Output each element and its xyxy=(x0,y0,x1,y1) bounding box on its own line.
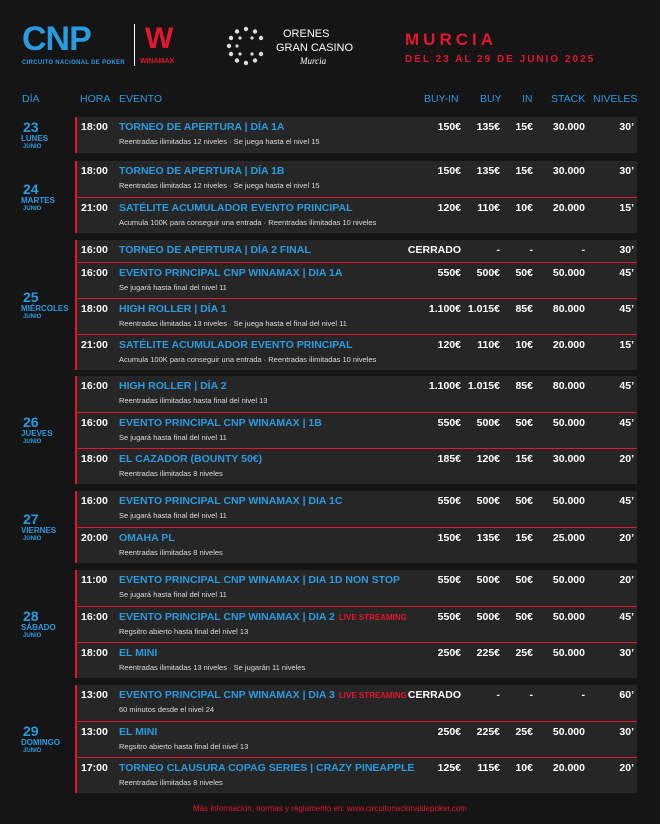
event-title-text: EVENTO PRINCIPAL CNP WINAMAX | DIA 1C xyxy=(119,495,343,507)
day-number: 28 xyxy=(23,608,39,624)
event-time: 11:00 xyxy=(81,574,108,586)
event-time: 18:00 xyxy=(81,165,108,177)
event-title xyxy=(119,532,175,544)
day-events-block xyxy=(75,491,637,563)
event-note: Reentradas ilimitadas 12 niveles · Se juega hasta el nivel 15 xyxy=(119,137,320,146)
event-buyin: 550€ xyxy=(437,611,461,623)
event-time: 16:00 xyxy=(81,244,108,256)
event-row[interactable] xyxy=(75,642,637,678)
event-buyin: 250€ xyxy=(437,726,461,738)
day-name: SÁBADO xyxy=(21,623,56,632)
event-title-text: EL MINI xyxy=(119,647,158,659)
day-name: VIERNES xyxy=(21,526,57,535)
event-buyin: 1.100€ xyxy=(428,380,461,392)
event-in: 10€ xyxy=(515,202,533,214)
day-label xyxy=(0,289,70,323)
event-row[interactable] xyxy=(75,262,637,298)
event-time: 20:00 xyxy=(81,532,108,544)
event-niveles: 45’ xyxy=(619,611,634,623)
event-row[interactable] xyxy=(75,197,637,233)
event-time: 18:00 xyxy=(81,121,108,133)
event-buy: 500€ xyxy=(476,574,500,586)
event-row[interactable] xyxy=(75,606,637,642)
event-row[interactable] xyxy=(75,161,637,197)
event-time: 13:00 xyxy=(81,726,108,738)
event-title-text: TORNEO DE APERTURA | DÍA 1A xyxy=(119,121,285,133)
day-label xyxy=(0,119,70,153)
event-note: Reentradas ilimitadas 8 niveles xyxy=(119,778,223,787)
event-niveles: 45’ xyxy=(619,495,634,507)
day-label xyxy=(0,181,70,215)
cnp-logo[interactable] xyxy=(22,22,130,70)
day-number: 23 xyxy=(23,119,39,135)
event-buy: 500€ xyxy=(476,417,500,429)
event-title-text: HIGH ROLLER | DÍA 1 xyxy=(119,303,227,315)
event-row[interactable] xyxy=(75,721,637,757)
event-row[interactable] xyxy=(75,757,637,793)
event-row[interactable] xyxy=(75,570,637,606)
event-note: Reentradas ilimitadas 8 niveles xyxy=(119,548,223,557)
day-events-block xyxy=(75,570,637,678)
event-buy: 135€ xyxy=(476,165,500,177)
day-number: 24 xyxy=(23,181,39,197)
event-buy: 500€ xyxy=(476,495,500,507)
event-note: Reentradas ilimitadas hasta final del nivel 13 xyxy=(119,396,268,405)
event-title-text: EL MINI xyxy=(119,726,158,738)
event-buy: 225€ xyxy=(476,726,500,738)
orenes-line3: Murcia xyxy=(300,56,327,66)
event-title xyxy=(119,267,342,279)
event-note: Reentradas ilimitadas 13 niveles · Se juega hasta el final del nivel 11 xyxy=(119,319,347,328)
event-niveles: 45’ xyxy=(619,267,634,279)
event-time: 17:00 xyxy=(81,762,108,774)
event-niveles: 30’ xyxy=(619,726,634,738)
event-buyin: CERRADO xyxy=(407,244,461,256)
event-title xyxy=(119,339,353,351)
event-stack: 50.000 xyxy=(552,417,585,429)
event-stack: 50.000 xyxy=(552,495,585,507)
day-label xyxy=(0,723,70,757)
day-events-block xyxy=(75,240,637,370)
event-title xyxy=(119,762,414,774)
event-stack: 25.000 xyxy=(552,532,585,544)
day-month: JUNIO xyxy=(23,439,42,445)
event-note: Regsitro abierto hasta final del nivel 13 xyxy=(119,742,249,751)
event-note: Acumula 100K para conseguir una entrada · Reentradas ilimitadas 10 niveles xyxy=(119,218,377,227)
event-niveles: 30’ xyxy=(619,647,634,659)
event-buyin: 550€ xyxy=(437,267,461,279)
event-time: 21:00 xyxy=(81,339,108,351)
event-row[interactable] xyxy=(75,117,637,153)
col-dia: DÍA xyxy=(22,93,40,105)
event-buy: 135€ xyxy=(476,121,500,133)
day-month: JUNIO xyxy=(23,633,42,639)
event-in: 50€ xyxy=(515,417,533,429)
event-in: 25€ xyxy=(515,726,533,738)
event-title xyxy=(119,121,285,133)
event-stack: 30.000 xyxy=(552,121,585,133)
event-in: 15€ xyxy=(515,453,533,465)
day-name: DOMINGO xyxy=(21,738,61,747)
event-niveles: 60’ xyxy=(619,689,634,701)
event-in: 50€ xyxy=(515,495,533,507)
event-note: Reentradas ilimitadas 13 niveles · Se jugarán 11 niveles xyxy=(119,663,306,672)
event-title-text: EVENTO PRINCIPAL CNP WINAMAX | DIA 3 xyxy=(119,689,335,701)
event-title xyxy=(119,574,400,586)
footer-info[interactable]: Más información, normas y reglamento en: www.circuitonacionaldepoker.com xyxy=(193,804,467,813)
event-stack: 20.000 xyxy=(552,202,585,214)
event-stack: 80.000 xyxy=(552,303,585,315)
event-stack: 30.000 xyxy=(552,165,585,177)
event-buy: 135€ xyxy=(476,532,500,544)
event-title xyxy=(119,611,407,623)
event-time: 16:00 xyxy=(81,267,108,279)
day-events-block xyxy=(75,376,637,484)
event-buy: 1.015€ xyxy=(467,380,500,392)
event-buyin: 125€ xyxy=(437,762,461,774)
event-niveles: 45’ xyxy=(619,303,634,315)
day-month: JUNIO xyxy=(23,536,42,542)
event-title xyxy=(119,380,227,392)
event-note: Se jugará hasta final del nivel 11 xyxy=(119,511,227,520)
event-in: 10€ xyxy=(515,762,533,774)
event-buy: 115€ xyxy=(477,762,500,774)
event-niveles: 20’ xyxy=(619,532,634,544)
event-niveles: 30’ xyxy=(619,244,634,256)
event-stack: 50.000 xyxy=(552,574,585,586)
event-time: 13:00 xyxy=(81,689,108,701)
event-title xyxy=(119,647,157,659)
event-time: 21:00 xyxy=(81,202,108,214)
event-title xyxy=(119,244,311,256)
event-niveles: 45’ xyxy=(619,417,634,429)
day-month: JUNIO xyxy=(23,144,42,150)
event-niveles: 30’ xyxy=(619,121,634,133)
event-title-text: SATÉLITE ACUMULADOR EVENTO PRINCIPAL xyxy=(119,202,353,214)
day-events-block xyxy=(75,161,637,233)
day-name: JUEVES xyxy=(21,429,53,438)
event-title xyxy=(119,202,353,214)
event-niveles: 20’ xyxy=(619,453,634,465)
event-title-text: TORNEO DE APERTURA | DÍA 1B xyxy=(119,165,285,177)
event-row[interactable] xyxy=(75,334,637,370)
day-name: MIÉRCOLES xyxy=(21,304,69,313)
event-title xyxy=(119,726,157,738)
event-note: Reentradas ilimitadas 12 niveles · Se juega hasta el nivel 15 xyxy=(119,181,320,190)
col-buy: BUY xyxy=(480,93,502,105)
event-title-text: EVENTO PRINCIPAL CNP WINAMAX | DIA 1D NON STOP xyxy=(119,574,401,586)
event-row[interactable] xyxy=(75,448,637,484)
event-title xyxy=(119,417,322,429)
cnp-logo-subtitle: CIRCUITO NACIONAL DE POKER xyxy=(22,60,125,66)
event-buyin: 1.100€ xyxy=(428,303,461,315)
event-niveles: 30’ xyxy=(619,165,634,177)
event-note: Acumula 100K para conseguir una entrada · Reentradas ilimitadas 10 niveles xyxy=(119,355,377,364)
orenes-line2: GRAN CASINO xyxy=(276,42,354,54)
event-buy: 110€ xyxy=(477,339,500,351)
event-niveles: 45’ xyxy=(619,380,634,392)
event-in: - xyxy=(529,689,533,701)
event-in: 85€ xyxy=(515,380,533,392)
event-title-text: HIGH ROLLER | DÍA 2 xyxy=(119,380,227,392)
event-buyin: 250€ xyxy=(437,647,461,659)
event-buyin: 120€ xyxy=(437,339,461,351)
event-title-text: EVENTO PRINCIPAL CNP WINAMAX | 1B xyxy=(119,417,322,429)
col-buyin: BUY-IN xyxy=(424,93,459,105)
winamax-text: WINAMAX xyxy=(140,58,175,65)
day-month: JUNIO xyxy=(23,748,42,754)
event-in: 15€ xyxy=(515,165,533,177)
event-note: Se jugará hasta final del nivel 11 xyxy=(119,590,227,599)
day-month: JUNIO xyxy=(23,206,42,212)
event-title-text: SATÉLITE ACUMULADOR EVENTO PRINCIPAL xyxy=(119,339,353,351)
winamax-mark: W xyxy=(145,22,174,55)
event-time: 16:00 xyxy=(81,495,108,507)
event-time: 18:00 xyxy=(81,647,108,659)
col-stack: STACK xyxy=(551,93,586,105)
event-title xyxy=(119,689,407,701)
event-dates: DEL 23 AL 29 DE JUNIO 2025 xyxy=(405,54,596,65)
event-in: 10€ xyxy=(515,339,533,351)
day-number: 27 xyxy=(23,511,39,527)
event-buyin: 185€ xyxy=(437,453,461,465)
live-streaming-badge: LIVE STREAMING xyxy=(338,691,407,700)
event-buyin: 550€ xyxy=(437,495,461,507)
col-niveles: NIVELES xyxy=(593,93,638,105)
event-buyin: 120€ xyxy=(437,202,461,214)
day-events-block xyxy=(75,685,637,793)
event-buyin: 150€ xyxy=(437,121,461,133)
event-note: Regsitro abierto hasta final del nivel 13 xyxy=(119,627,249,636)
event-buy: 225€ xyxy=(476,647,500,659)
event-row[interactable] xyxy=(75,685,637,721)
city-title: MURCIA xyxy=(405,30,497,49)
event-time: 16:00 xyxy=(81,417,108,429)
event-buyin: 150€ xyxy=(437,165,461,177)
event-stack: 80.000 xyxy=(552,380,585,392)
event-note: Se jugará hasta final del nivel 11 xyxy=(119,433,227,442)
day-events-block xyxy=(75,117,637,153)
event-stack: 50.000 xyxy=(552,611,585,623)
orenes-logo[interactable] xyxy=(225,24,385,70)
event-in: 15€ xyxy=(515,121,533,133)
event-row[interactable] xyxy=(75,240,637,262)
event-time: 18:00 xyxy=(81,453,108,465)
day-name: LUNES xyxy=(21,134,49,143)
event-stack: 20.000 xyxy=(552,762,585,774)
event-buyin: 550€ xyxy=(437,417,461,429)
day-number: 25 xyxy=(23,289,39,305)
event-stack: - xyxy=(581,244,585,256)
event-buy: - xyxy=(496,244,500,256)
event-stack: 50.000 xyxy=(552,647,585,659)
event-row[interactable] xyxy=(75,298,637,334)
col-hora: HORA xyxy=(80,93,111,105)
event-title-text: OMAHA PL xyxy=(119,532,175,544)
event-in: - xyxy=(529,244,533,256)
event-buy: 500€ xyxy=(476,267,500,279)
event-niveles: 15’ xyxy=(619,202,634,214)
event-title-text: EVENTO PRINCIPAL CNP WINAMAX | DIA 2 xyxy=(119,611,335,623)
event-buy: 1.015€ xyxy=(467,303,500,315)
event-buy: 120€ xyxy=(476,453,500,465)
event-niveles: 20’ xyxy=(619,574,634,586)
event-row[interactable] xyxy=(75,527,637,563)
day-number: 29 xyxy=(23,723,39,739)
event-title xyxy=(119,165,285,177)
event-in: 50€ xyxy=(515,574,533,586)
event-title-text: TORNEO DE APERTURA | DÍA 2 FINAL xyxy=(119,244,311,256)
orenes-circle-icon xyxy=(225,25,267,67)
event-in: 25€ xyxy=(515,647,533,659)
event-stack: - xyxy=(581,689,585,701)
col-evento: EVENTO xyxy=(119,93,162,105)
event-stack: 50.000 xyxy=(552,726,585,738)
event-stack: 20.000 xyxy=(552,339,585,351)
day-name: MARTES xyxy=(21,196,55,205)
event-stack: 50.000 xyxy=(552,267,585,279)
event-in: 50€ xyxy=(515,611,533,623)
event-title xyxy=(119,453,262,465)
day-number: 26 xyxy=(23,414,39,430)
event-niveles: 15’ xyxy=(619,339,634,351)
header xyxy=(0,0,660,86)
event-buyin: 550€ xyxy=(437,574,461,586)
event-time: 18:00 xyxy=(81,303,108,315)
event-buy: 110€ xyxy=(477,202,500,214)
event-row[interactable] xyxy=(75,376,637,412)
day-month: JUNIO xyxy=(23,314,42,320)
event-time: 16:00 xyxy=(81,380,108,392)
day-label xyxy=(0,511,70,545)
orenes-line1: ORENES xyxy=(283,28,330,40)
event-note: Reentradas ilimitadas 8 niveles xyxy=(119,469,223,478)
event-buy: 500€ xyxy=(476,611,500,623)
col-in: IN xyxy=(522,93,533,105)
day-label xyxy=(0,608,70,642)
event-in: 85€ xyxy=(515,303,533,315)
event-title xyxy=(119,495,342,507)
event-time: 16:00 xyxy=(81,611,108,623)
event-note: Se jugará hasta final del nivel 11 xyxy=(119,283,227,292)
event-buy: - xyxy=(496,689,500,701)
event-in: 50€ xyxy=(515,267,533,279)
event-title-text: EL CAZADOR (BOUNTY 50€) xyxy=(119,453,263,465)
event-buyin: 150€ xyxy=(437,532,461,544)
event-niveles: 20’ xyxy=(619,762,634,774)
day-label xyxy=(0,414,70,448)
winamax-logo[interactable] xyxy=(140,22,186,70)
event-title xyxy=(119,303,227,315)
event-title-text: EVENTO PRINCIPAL CNP WINAMAX | DIA 1A xyxy=(119,267,343,279)
event-note: 60 minutos desde el nivel 24 xyxy=(119,705,215,714)
event-row[interactable] xyxy=(75,491,637,527)
event-in: 15€ xyxy=(515,532,533,544)
live-streaming-badge: LIVE STREAMING xyxy=(338,613,407,622)
logo-divider xyxy=(134,24,135,66)
event-title-text: TORNEO CLAUSURA COPAG SERIES | CRAZY PINEAPPLE xyxy=(119,762,415,774)
event-buyin: CERRADO xyxy=(407,689,461,701)
event-row[interactable] xyxy=(75,412,637,448)
event-stack: 30.000 xyxy=(552,453,585,465)
cnp-logo-text: CNP xyxy=(22,20,91,58)
